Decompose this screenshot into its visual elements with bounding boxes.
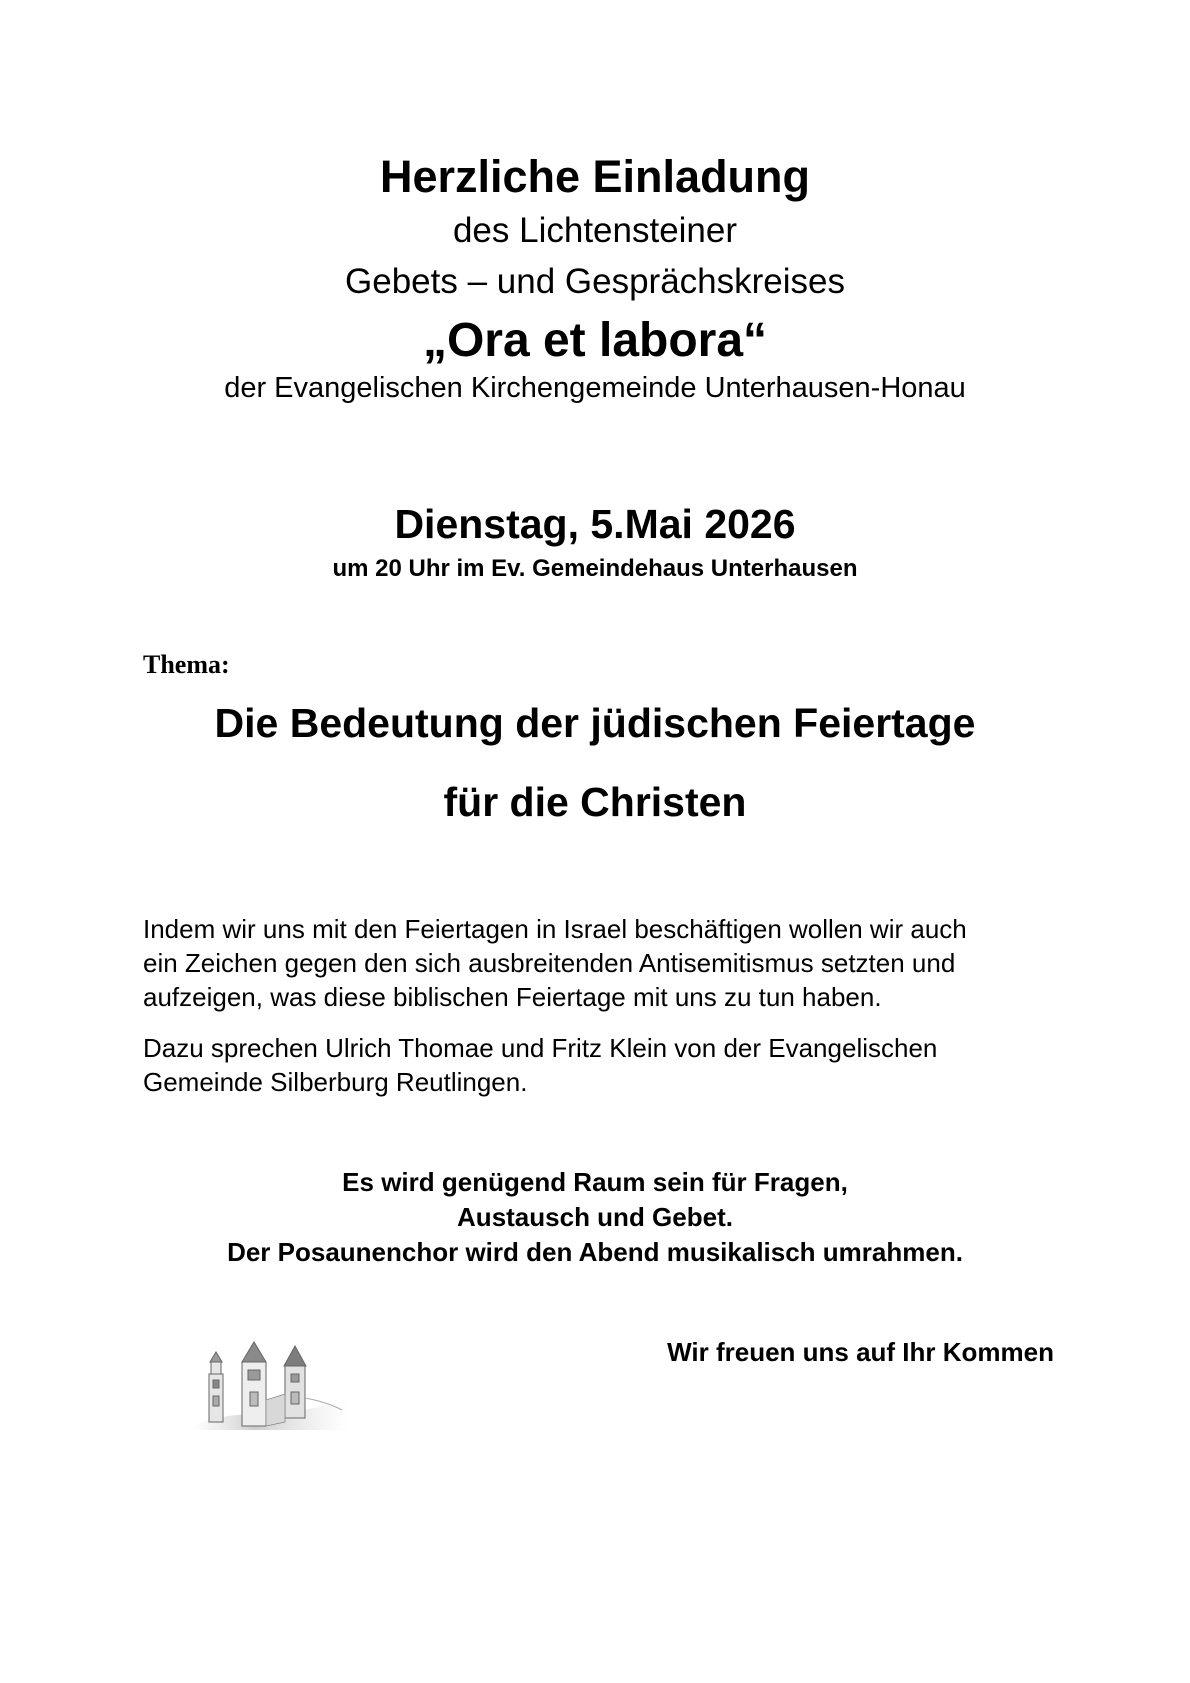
closing-line-1: Es wird genügend Raum sein für Fragen, xyxy=(342,1167,848,1197)
topic-label: Thema: xyxy=(143,650,230,679)
topic-line-2: für die Christen xyxy=(443,779,747,825)
church-towers-icon xyxy=(192,1340,348,1430)
description-line: Indem wir uns mit den Feiertagen in Israel beschäftigen wollen wir auch xyxy=(143,914,967,944)
parish-name: der Evangelischen Kirchengemeinde Unterhausen-Honau xyxy=(224,372,966,404)
speakers-line: Dazu sprechen Ulrich Thomae und Fritz Klein von der Evangelischen xyxy=(143,1033,938,1063)
closing-line-3: Der Posaunenchor wird den Abend musikalisch umrahmen. xyxy=(227,1237,963,1267)
group-name: „Ora et labora“ xyxy=(422,314,768,367)
event-time-place: um 20 Uhr im Ev. Gemeindehaus Unterhausen xyxy=(332,555,858,582)
welcome-message: Wir freuen uns auf Ihr Kommen xyxy=(667,1337,1054,1367)
event-date: Dienstag, 5.Mai 2026 xyxy=(394,501,796,547)
speakers-paragraph xyxy=(143,1031,1063,1099)
description-line: aufzeigen, was diese biblischen Feiertage mit uns zu tun haben. xyxy=(143,982,882,1012)
host-line-2: Gebets – und Gesprächskreises xyxy=(345,262,845,301)
description-paragraph xyxy=(143,912,1063,1014)
host-line-1: des Lichtensteiner xyxy=(452,211,738,250)
invitation-title: Herzliche Einladung xyxy=(379,151,811,202)
description-line: ein Zeichen gegen den sich ausbreitenden Antisemitismus setzten und xyxy=(143,948,956,978)
speakers-line: Gemeinde Silberburg Reutlingen. xyxy=(143,1067,528,1097)
closing-line-2: Austausch und Gebet. xyxy=(457,1202,733,1232)
topic-line-1: Die Bedeutung der jüdischen Feiertage xyxy=(214,700,976,746)
